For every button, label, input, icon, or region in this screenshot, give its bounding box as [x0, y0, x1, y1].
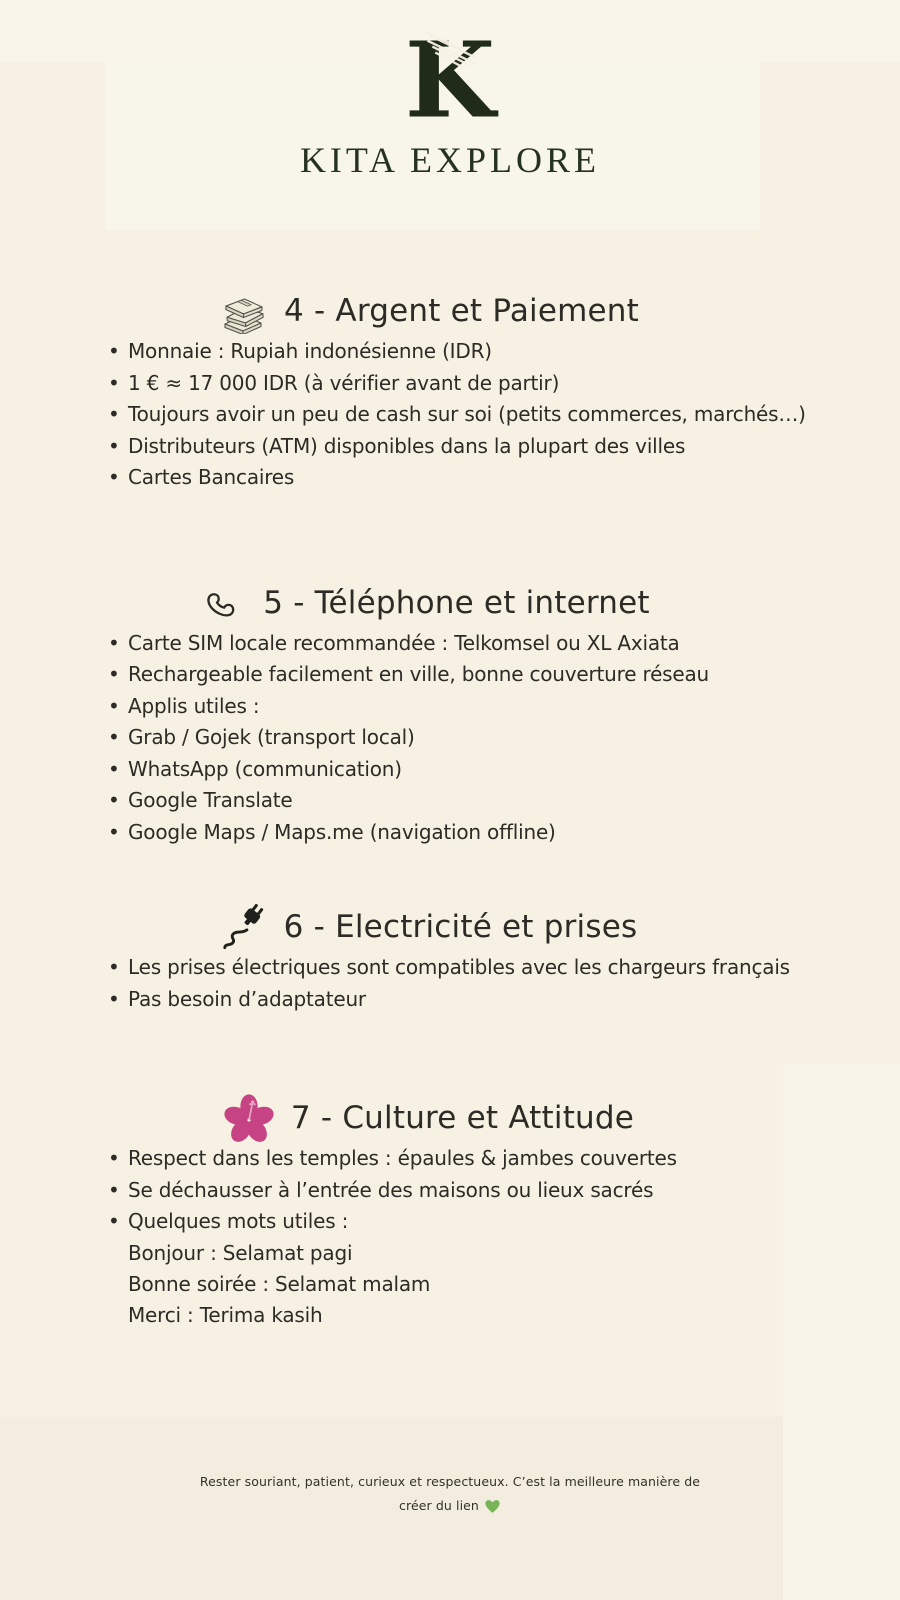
list-item: • Google Translate	[106, 785, 880, 817]
bullet-list-electricite	[0, 952, 900, 1015]
list-item: • 1 € ≈ 17 000 IDR (à vérifier avant de partir)	[106, 368, 880, 400]
phrase-line: Merci : Terima kasih	[128, 1302, 323, 1327]
list-item: • Grab / Gojek (transport local)	[106, 722, 880, 754]
list-item: • Google Maps / Maps.me (navigation offline)	[106, 817, 880, 849]
list-item: • Distributeurs (ATM) disponibles dans la plupart des villes	[106, 431, 880, 463]
hibiscus-flower-icon	[222, 1091, 276, 1145]
section-title: 7 - Culture et Attitude	[290, 1100, 635, 1136]
list-item: • Carte SIM locale recommandée : Telkomsel ou XL Axiata	[106, 628, 880, 660]
phone-receiver-icon	[206, 582, 248, 624]
section-heading-argent	[0, 286, 878, 336]
list-item: • WhatsApp (communication)	[106, 754, 880, 786]
list-item: • Toujours avoir un peu de cash sur soi (petits commerces, marchés…)	[106, 399, 880, 431]
section-heading-electricite	[0, 902, 878, 952]
section-heading-culture	[0, 1093, 878, 1143]
list-item: • Se déchausser à l’entrée des maisons ou lieux sacrés	[106, 1175, 880, 1207]
brand-logo	[0, 0, 900, 182]
bullet-list-telephone	[0, 628, 900, 849]
list-item: • Cartes Bancaires	[106, 462, 880, 494]
list-item: • Les prises électriques sont compatibles avec les chargeurs français	[106, 952, 880, 984]
brand-k-icon	[391, 26, 509, 132]
phrase-line: Bonjour : Selamat pagi	[128, 1240, 353, 1265]
green-heart-icon	[484, 1498, 501, 1515]
list-item: • Respect dans les temples : épaules & jambes couvertes	[106, 1143, 880, 1175]
list-item: • Quelques mots utiles :	[106, 1206, 880, 1238]
list-item: • Applis utiles :	[106, 691, 880, 723]
footer-line1: Rester souriant, patient, curieux et respectueux. C’est la meilleure manière de	[199, 1474, 701, 1489]
footer-line2	[399, 1494, 501, 1518]
useful-phrases	[0, 1238, 900, 1331]
bullet-list-culture	[0, 1143, 900, 1238]
list-item: • Pas besoin d’adaptateur	[106, 984, 880, 1016]
bullet-list-argent	[0, 336, 900, 494]
phrase-line: Bonne soirée : Selamat malam	[128, 1271, 431, 1296]
money-banknotes-icon	[217, 288, 269, 334]
list-item: • Rechargeable facilement en ville, bonne couverture réseau	[106, 659, 880, 691]
list-item: • Monnaie : Rupiah indonésienne (IDR)	[106, 336, 880, 368]
brand-name: KITA EXPLORE	[299, 140, 601, 180]
footer-line2-text: créer du lien	[399, 1498, 479, 1514]
svg-text:K: K	[404, 26, 496, 132]
section-title: 6 - Electricité et prises	[283, 909, 638, 945]
electric-plug-icon	[219, 902, 269, 952]
section-title: 4 - Argent et Paiement	[284, 293, 639, 329]
footer-note	[0, 1470, 900, 1519]
section-title: 5 - Téléphone et internet	[263, 584, 650, 621]
section-heading-telephone	[0, 578, 878, 628]
